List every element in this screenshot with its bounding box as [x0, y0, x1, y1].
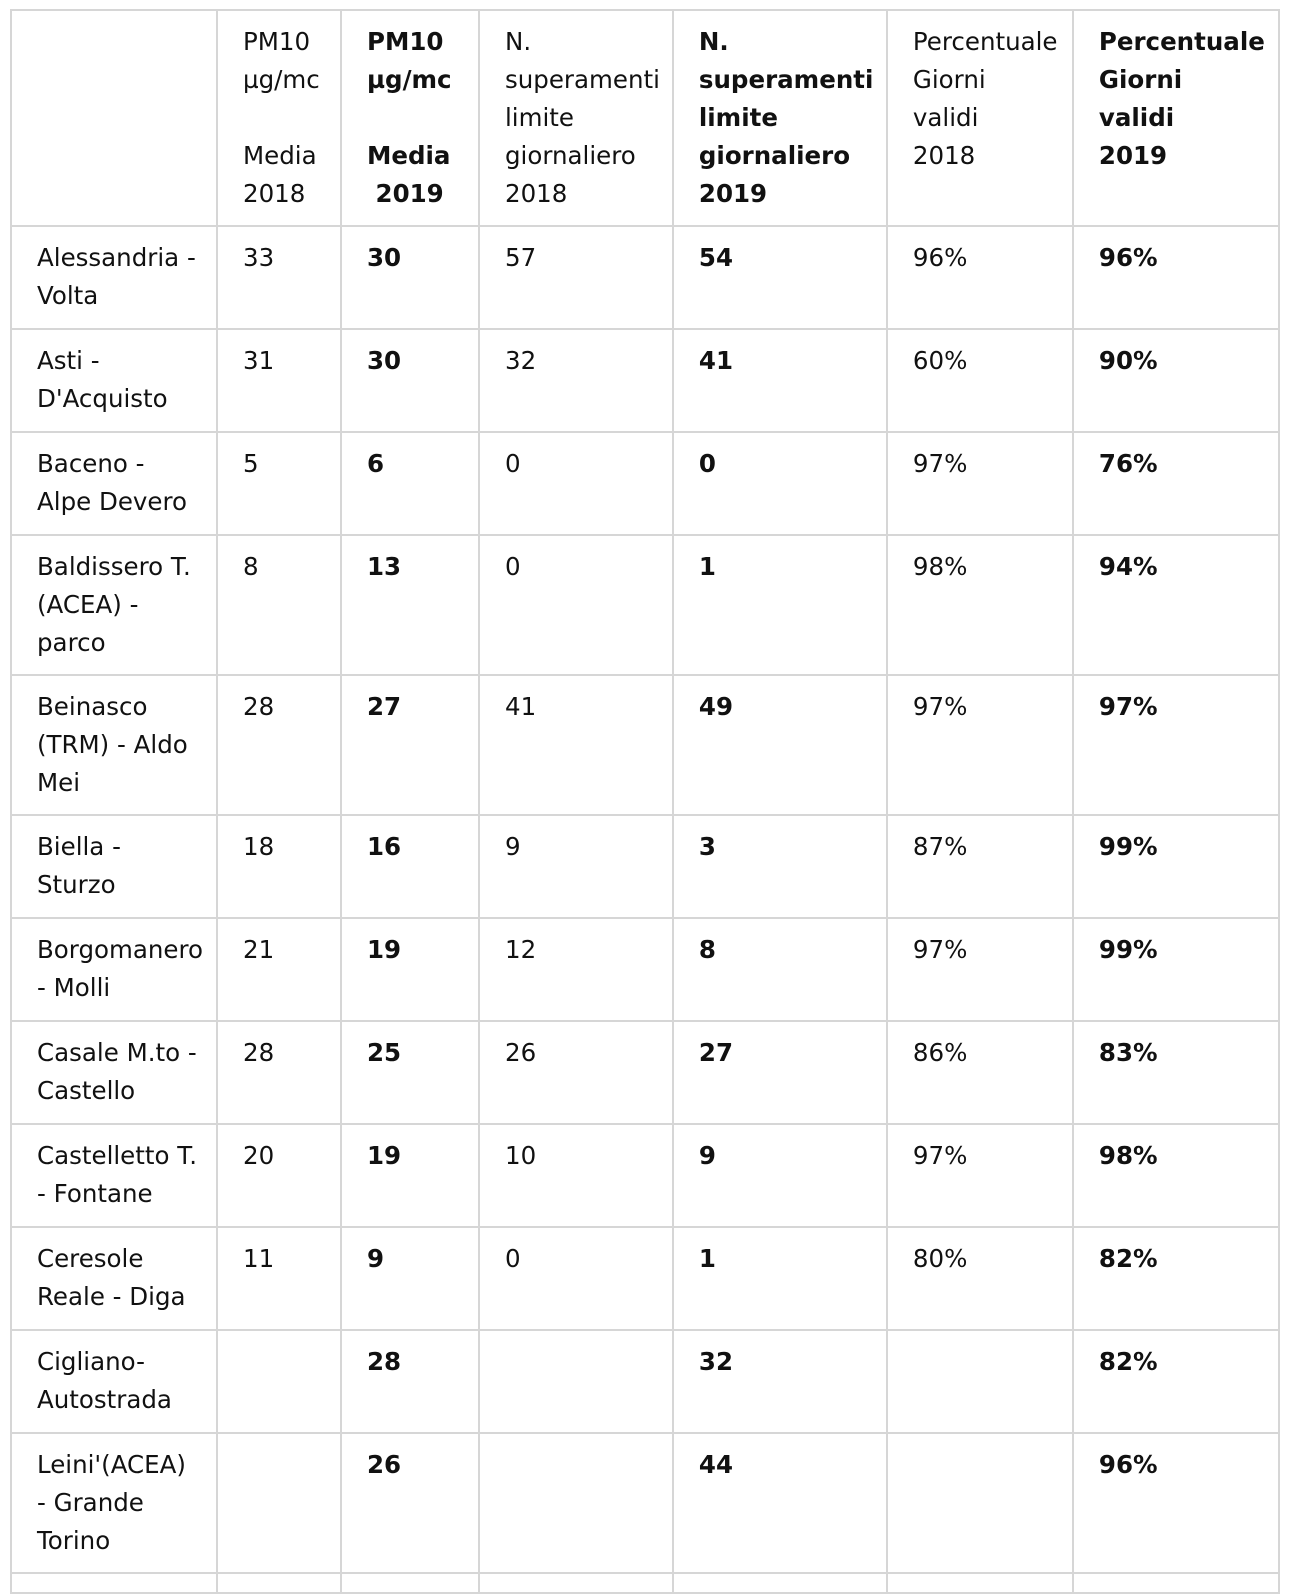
station-name-line: - Fontane — [37, 1179, 153, 1208]
header-text-line: µg/mc — [243, 65, 320, 94]
table-row — [11, 918, 1279, 1021]
cell-exceedances-2018: 57 — [479, 226, 673, 329]
empty-cell — [479, 1573, 673, 1593]
cell-station-name — [11, 815, 217, 918]
cell-station-name — [11, 1433, 217, 1573]
header-exceedances-2018 — [479, 10, 673, 226]
cell-exceedances-2019: 54 — [673, 226, 887, 329]
table-row — [11, 675, 1279, 815]
cell-station-name — [11, 1021, 217, 1124]
cell-pm10-2019: 19 — [341, 1124, 479, 1227]
pm10-table-container — [10, 9, 1280, 1594]
header-text-line: 2018 — [912, 141, 976, 170]
cell-valid-days-2018: 98% — [887, 535, 1073, 675]
cell-exceedances-2018: 0 — [479, 1227, 673, 1330]
cell-station-name — [11, 918, 217, 1021]
header-text-line: validi — [1098, 103, 1175, 132]
cell-valid-days-2018 — [887, 1330, 1073, 1433]
cell-valid-days-2018: 87% — [887, 815, 1073, 918]
empty-cell — [673, 1573, 887, 1593]
cell-pm10-2019: 13 — [341, 535, 479, 675]
header-text-line: PM10 — [367, 27, 444, 56]
cell-station-name — [11, 1124, 217, 1227]
station-name-line: Cigliano- — [37, 1347, 145, 1376]
pm10-data-table — [10, 9, 1280, 1594]
station-name-line: Leini'(ACEA) — [37, 1450, 186, 1479]
cell-valid-days-2019: 83% — [1073, 1021, 1279, 1124]
table-row — [11, 1021, 1279, 1124]
cell-valid-days-2019: 96% — [1073, 1433, 1279, 1573]
header-station — [11, 10, 217, 226]
station-name-line: Mei — [37, 768, 81, 797]
cell-pm10-2019: 16 — [341, 815, 479, 918]
cell-valid-days-2018: 86% — [887, 1021, 1073, 1124]
cell-valid-days-2018: 97% — [887, 432, 1073, 535]
cell-pm10-2019: 6 — [341, 432, 479, 535]
header-text-line: Giorni — [912, 65, 986, 94]
cell-exceedances-2018: 10 — [479, 1124, 673, 1227]
header-text-line — [243, 99, 328, 137]
station-name-line: Reale - Diga — [37, 1282, 186, 1311]
header-text-line: 2019 — [367, 179, 444, 208]
cell-station-name — [11, 432, 217, 535]
station-name-line: Ceresole — [37, 1244, 144, 1273]
header-text-line: superamenti — [505, 65, 660, 94]
cell-exceedances-2019: 32 — [673, 1330, 887, 1433]
cell-pm10-2019: 25 — [341, 1021, 479, 1124]
table-row — [11, 329, 1279, 432]
cell-exceedances-2019: 9 — [673, 1124, 887, 1227]
cell-station-name — [11, 226, 217, 329]
header-text-line: limite — [698, 103, 778, 132]
cell-exceedances-2019: 44 — [673, 1433, 887, 1573]
header-pm10-media-2018 — [217, 10, 341, 226]
cell-pm10-2018: 28 — [217, 1021, 341, 1124]
station-name-line: (TRM) - Aldo — [37, 730, 188, 759]
table-row-partial — [11, 1573, 1279, 1593]
cell-pm10-2019: 27 — [341, 675, 479, 815]
cell-valid-days-2018: 60% — [887, 329, 1073, 432]
cell-exceedances-2019: 41 — [673, 329, 887, 432]
cell-valid-days-2018: 97% — [887, 1124, 1073, 1227]
cell-station-name — [11, 1330, 217, 1433]
cell-exceedances-2019: 3 — [673, 815, 887, 918]
table-row — [11, 1433, 1279, 1573]
header-valid-days-2018 — [887, 10, 1073, 226]
table-row — [11, 1227, 1279, 1330]
cell-pm10-2018: 31 — [217, 329, 341, 432]
cell-valid-days-2019: 82% — [1073, 1227, 1279, 1330]
station-name-line: Sturzo — [37, 870, 116, 899]
station-name-line: Beinasco — [37, 692, 148, 721]
station-name-line: Autostrada — [37, 1385, 172, 1414]
header-pm10-media-2019 — [341, 10, 479, 226]
empty-cell — [217, 1573, 341, 1593]
cell-exceedances-2018: 41 — [479, 675, 673, 815]
cell-valid-days-2019: 96% — [1073, 226, 1279, 329]
cell-exceedances-2018: 26 — [479, 1021, 673, 1124]
table-body — [11, 226, 1279, 1593]
cell-pm10-2019: 26 — [341, 1433, 479, 1573]
station-name-line: Castelletto T. — [37, 1141, 198, 1170]
station-name-line: (ACEA) - — [37, 590, 139, 619]
cell-valid-days-2018: 97% — [887, 918, 1073, 1021]
header-text-line: 2018 — [243, 179, 306, 208]
station-name-line: - Grande — [37, 1488, 144, 1517]
cell-pm10-2019: 30 — [341, 226, 479, 329]
empty-cell — [341, 1573, 479, 1593]
table-row — [11, 1124, 1279, 1227]
table-row — [11, 815, 1279, 918]
cell-pm10-2018: 5 — [217, 432, 341, 535]
header-valid-days-2019 — [1073, 10, 1279, 226]
header-text-line: µg/mc — [367, 65, 452, 94]
cell-station-name — [11, 535, 217, 675]
table-row — [11, 226, 1279, 329]
cell-pm10-2019: 9 — [341, 1227, 479, 1330]
cell-pm10-2018 — [217, 1433, 341, 1573]
cell-pm10-2018 — [217, 1330, 341, 1433]
cell-exceedances-2018 — [479, 1330, 673, 1433]
cell-exceedances-2019: 1 — [673, 535, 887, 675]
cell-exceedances-2019: 1 — [673, 1227, 887, 1330]
station-name-line: Baldissero T. — [37, 552, 191, 581]
cell-pm10-2019: 30 — [341, 329, 479, 432]
cell-pm10-2018: 20 — [217, 1124, 341, 1227]
cell-exceedances-2018: 0 — [479, 535, 673, 675]
station-name-line: Asti - — [37, 346, 100, 375]
station-name-line: - Molli — [37, 973, 111, 1002]
cell-valid-days-2019: 94% — [1073, 535, 1279, 675]
header-text-line: limite — [505, 103, 574, 132]
cell-pm10-2019: 28 — [341, 1330, 479, 1433]
cell-valid-days-2019: 82% — [1073, 1330, 1279, 1433]
cell-pm10-2018: 33 — [217, 226, 341, 329]
cell-exceedances-2019: 27 — [673, 1021, 887, 1124]
cell-valid-days-2019: 76% — [1073, 432, 1279, 535]
header-text-line: Percentuale — [912, 27, 1058, 56]
cell-pm10-2019: 19 — [341, 918, 479, 1021]
cell-valid-days-2019: 97% — [1073, 675, 1279, 815]
header-text-line: Media — [243, 141, 317, 170]
station-name-line: Casale M.to - — [37, 1038, 197, 1067]
table-row — [11, 432, 1279, 535]
table-header-row — [11, 10, 1279, 226]
header-text-line: superamenti — [698, 65, 874, 94]
header-text-line: 2019 — [1098, 141, 1168, 170]
cell-valid-days-2018: 97% — [887, 675, 1073, 815]
station-name-line: Borgomanero — [37, 935, 203, 964]
empty-cell — [887, 1573, 1073, 1593]
header-text-line: N. — [505, 27, 532, 56]
cell-pm10-2018: 21 — [217, 918, 341, 1021]
cell-valid-days-2019: 99% — [1073, 918, 1279, 1021]
cell-station-name — [11, 1227, 217, 1330]
header-text-line: 2018 — [505, 179, 568, 208]
cell-exceedances-2019: 0 — [673, 432, 887, 535]
cell-valid-days-2019: 90% — [1073, 329, 1279, 432]
header-text-line: validi — [912, 103, 979, 132]
station-name-line: Torino — [37, 1526, 111, 1555]
cell-valid-days-2018 — [887, 1433, 1073, 1573]
cell-exceedances-2018 — [479, 1433, 673, 1573]
header-text-line: giornaliero — [505, 141, 636, 170]
empty-cell — [11, 1573, 217, 1593]
cell-valid-days-2018: 80% — [887, 1227, 1073, 1330]
empty-cell — [1073, 1573, 1279, 1593]
header-text-line: N. — [698, 27, 729, 56]
cell-pm10-2018: 28 — [217, 675, 341, 815]
table-row — [11, 1330, 1279, 1433]
station-name-line: Biella - — [37, 832, 121, 861]
cell-pm10-2018: 8 — [217, 535, 341, 675]
table-row — [11, 535, 1279, 675]
header-text-line: 2019 — [698, 179, 768, 208]
cell-station-name — [11, 675, 217, 815]
cell-exceedances-2019: 49 — [673, 675, 887, 815]
cell-valid-days-2019: 99% — [1073, 815, 1279, 918]
header-text-line: Media — [367, 141, 451, 170]
cell-exceedances-2018: 32 — [479, 329, 673, 432]
header-exceedances-2019 — [673, 10, 887, 226]
station-name-line: Volta — [37, 281, 99, 310]
cell-pm10-2018: 18 — [217, 815, 341, 918]
cell-station-name — [11, 329, 217, 432]
station-name-line: Alpe Devero — [37, 487, 188, 516]
station-name-line: parco — [37, 628, 106, 657]
station-name-line: Baceno - — [37, 449, 145, 478]
cell-exceedances-2019: 8 — [673, 918, 887, 1021]
station-name-line: Alessandria - — [37, 243, 196, 272]
header-text-line: PM10 — [243, 27, 311, 56]
header-text-line — [367, 99, 466, 137]
cell-valid-days-2018: 96% — [887, 226, 1073, 329]
station-name-line: D'Acquisto — [37, 384, 168, 413]
station-name-line: Castello — [37, 1076, 136, 1105]
cell-exceedances-2018: 12 — [479, 918, 673, 1021]
header-text-line: Percentuale — [1098, 27, 1265, 56]
header-text-line: Giorni — [1098, 65, 1183, 94]
header-text-line: giornaliero — [698, 141, 851, 170]
cell-exceedances-2018: 0 — [479, 432, 673, 535]
cell-valid-days-2019: 98% — [1073, 1124, 1279, 1227]
cell-pm10-2018: 11 — [217, 1227, 341, 1330]
cell-exceedances-2018: 9 — [479, 815, 673, 918]
